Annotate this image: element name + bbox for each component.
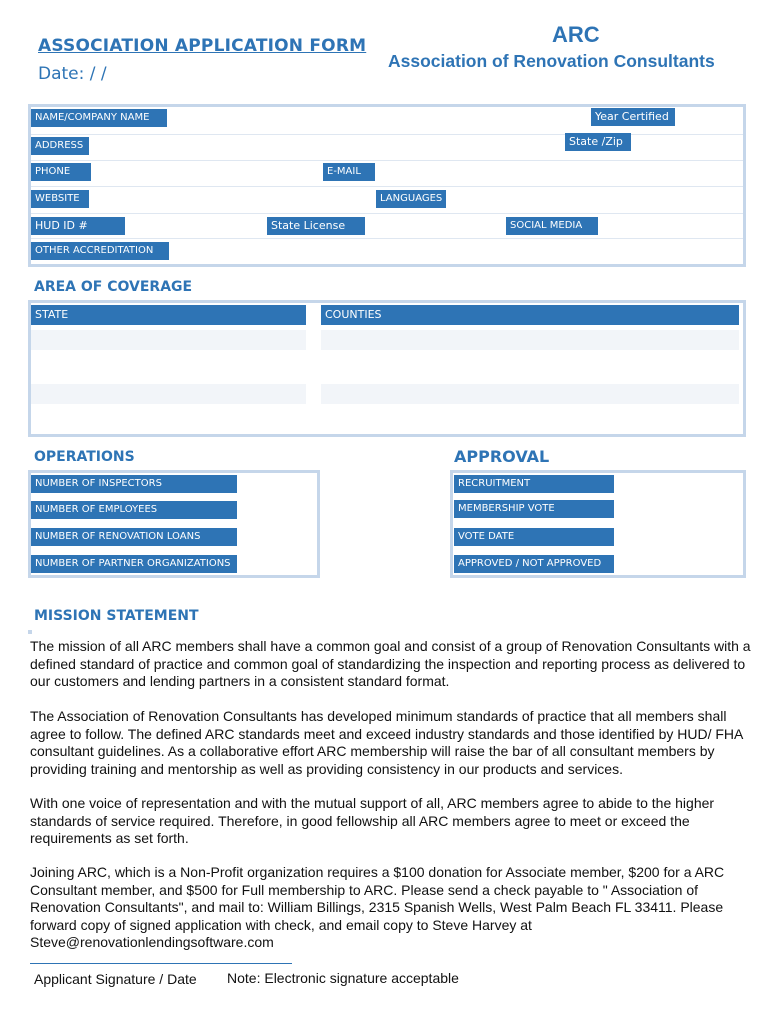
name-company-field[interactable]: NAME/COMPANY NAME — [31, 109, 167, 127]
membership-vote-field[interactable]: MEMBERSHIP VOTE — [454, 500, 614, 518]
address-field[interactable]: ADDRESS — [31, 137, 89, 155]
state-zip-field[interactable]: State /Zip — [565, 133, 631, 151]
bullet-marker — [28, 630, 32, 634]
coverage-section-title: AREA OF COVERAGE — [34, 279, 193, 295]
state-row[interactable] — [31, 358, 306, 378]
signature-note: Note: Electronic signature acceptable — [227, 970, 459, 986]
fellowship-paragraph: With one voice of representation and with the mutual support of all, ARC members agree to abide to the higher standards of service required. Therefore, in good fellowship all ARC members agree to meet or exceed the requirements as set forth. — [30, 795, 715, 847]
employees-count-field[interactable]: NUMBER OF EMPLOYEES — [31, 501, 237, 519]
state-row[interactable] — [31, 384, 306, 404]
standards-paragraph: The Association of Renovation Consultants has developed minimum standards of practice that all members shall agree to follow. The defined ARC standards meet and exceed industry standards and those identified by HUD/ FHA consultant guidelines. As a collaborative effort ARC membership will raise the bar of all consultant members by providing training and mentorship as well as providing consistency in our products and services. — [30, 708, 743, 777]
inspectors-count-field[interactable]: NUMBER OF INSPECTORS — [31, 475, 237, 493]
counties-column-header: COUNTIES — [321, 305, 739, 325]
signature-label: Applicant Signature / Date — [34, 971, 197, 987]
counties-row[interactable] — [321, 410, 739, 430]
membership-fees-paragraph: Joining ARC, which is a Non-Profit organization requires a $100 donation for Associate member, $200 for a ARC Consultant member, and $500 for Full membership to ARC. Please send a check payable to " Association of Renovation Consultants", and mail to: William Billings, 2315 Spanish Wells, West Palm Beach FL 33411. Please forward copy of signed application with check, and email copy to Steve Harvey at Steve@renovationlendingsoftware.com — [30, 864, 725, 951]
renovation-loans-count-field[interactable]: NUMBER OF RENOVATION LOANS — [31, 528, 237, 546]
form-title: ASSOCIATION APPLICATION FORM — [38, 36, 367, 56]
languages-field[interactable]: LANGUAGES — [376, 190, 446, 208]
date-field-label: Date: / / — [38, 64, 107, 84]
hud-id-field[interactable]: HUD ID # — [31, 217, 125, 235]
org-abbreviation: ARC — [552, 22, 600, 47]
operations-section-title: OPERATIONS — [34, 449, 135, 465]
state-column-header: STATE — [31, 305, 306, 325]
approval-section-title: APPROVAL — [454, 447, 550, 466]
org-name: Association of Renovation Consultants — [388, 51, 715, 71]
counties-row[interactable] — [321, 384, 739, 404]
signature-line[interactable] — [30, 963, 292, 964]
year-certified-field[interactable]: Year Certified — [591, 108, 675, 126]
recruitment-field[interactable]: RECRUITMENT — [454, 475, 614, 493]
other-accreditation-field[interactable]: OTHER ACCREDITATION — [31, 242, 169, 260]
state-row[interactable] — [31, 410, 306, 430]
email-field[interactable]: E-MAIL — [323, 163, 375, 181]
counties-row[interactable] — [321, 330, 739, 350]
mission-section-title: MISSION STATEMENT — [34, 608, 199, 624]
state-row[interactable] — [31, 330, 306, 350]
state-license-field[interactable]: State License — [267, 217, 365, 235]
approved-status-field[interactable]: APPROVED / NOT APPROVED — [454, 555, 614, 573]
phone-field[interactable]: PHONE — [31, 163, 91, 181]
vote-date-field[interactable]: VOTE DATE — [454, 528, 614, 546]
counties-row[interactable] — [321, 358, 739, 378]
mission-paragraph: The mission of all ARC members shall have a common goal and consist of a group of Renovation Consultants with a defined standard of practice and common goal of standardizing the inspection and reporting process as delivered to our customers and lending partners in a consistent standard format. — [30, 638, 751, 690]
website-field[interactable]: WEBSITE — [31, 190, 89, 208]
social-media-field[interactable]: SOCIAL MEDIA — [506, 217, 598, 235]
partner-orgs-count-field[interactable]: NUMBER OF PARTNER ORGANIZATIONS — [31, 555, 237, 573]
